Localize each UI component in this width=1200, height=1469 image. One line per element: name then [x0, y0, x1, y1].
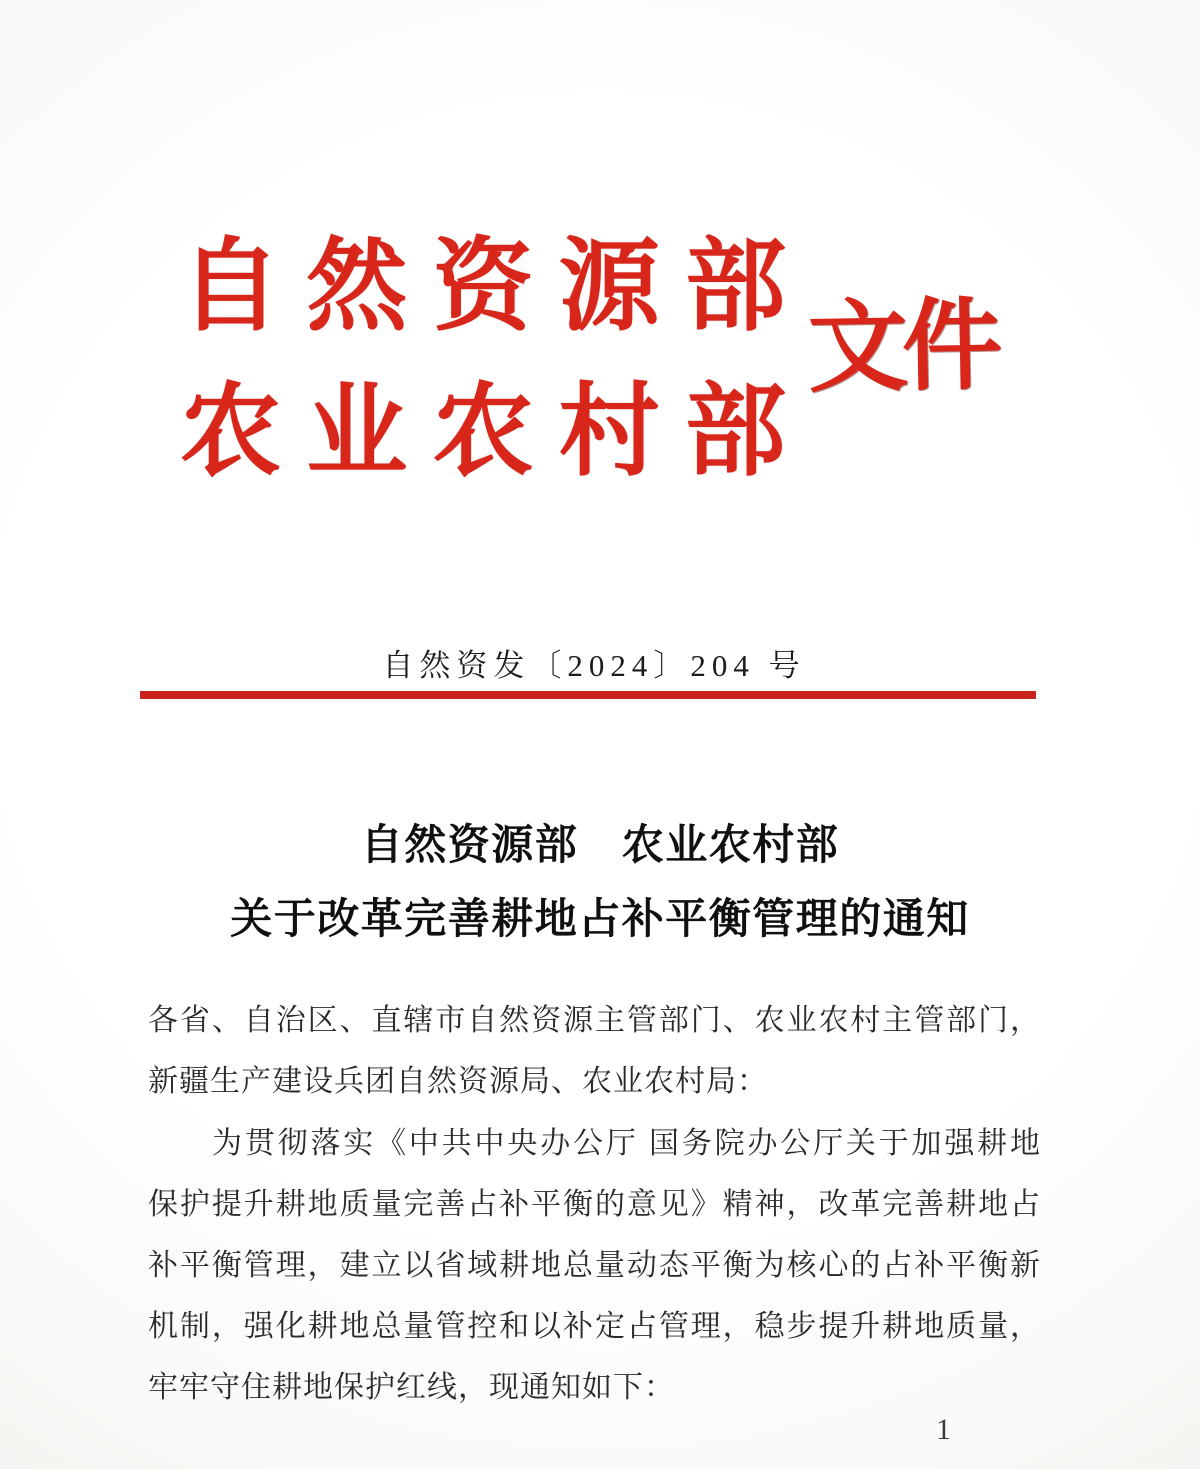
- body-line: 补平衡管理，建立以省域耕地总量动态平衡为核心的占补平衡新: [148, 1249, 1041, 1282]
- letterhead-char: 村: [558, 376, 660, 488]
- doc-type-label: 文件: [807, 290, 997, 405]
- letterhead-char: 业: [306, 376, 408, 488]
- doc-number: 自然资发〔2024〕204 号: [382, 648, 806, 683]
- letterhead: [180, 233, 786, 486]
- body-line: 机制，强化耕地总量管控和以补定占管理，稳步提升耕地质量，: [148, 1310, 1041, 1343]
- body-line: 各省、自治区、直辖市自然资源主管部门、农业农村主管部门，: [148, 1004, 1041, 1037]
- body-line: 为贯彻落实《中共中央办公厅 国务院办公厅关于加强耕地: [212, 1127, 1041, 1160]
- page-number: 1: [936, 1413, 951, 1446]
- body-line: 新疆生产建设兵团自然资源局、农业农村局：: [148, 1065, 768, 1098]
- letterhead-char: 农: [432, 376, 534, 488]
- letterhead-char: 源: [558, 231, 660, 343]
- red-separator-line: [140, 691, 1036, 699]
- letterhead-char: 农: [180, 376, 282, 488]
- ministry-name-line-2: [180, 378, 786, 486]
- letterhead-char: 然: [306, 231, 408, 343]
- document-title-line-1: 自然资源部 农业农村部: [360, 823, 840, 869]
- body-line: 保护提升耕地质量完善占补平衡的意见》精神，改革完善耕地占: [148, 1188, 1041, 1221]
- letterhead-char: 部: [684, 231, 786, 343]
- document-title-line-2: 关于改革完善耕地占补平衡管理的通知: [230, 897, 970, 943]
- letterhead-char: 资: [432, 231, 534, 343]
- ministry-name-line-1: [180, 233, 786, 341]
- letterhead-char: 自: [180, 231, 282, 343]
- salutation-paragraph: [148, 990, 1041, 1112]
- body-line: 牢牢守住耕地保护红线，现通知如下：: [148, 1371, 675, 1404]
- main-paragraph: [148, 1113, 1041, 1418]
- letterhead-char: 部: [684, 376, 786, 488]
